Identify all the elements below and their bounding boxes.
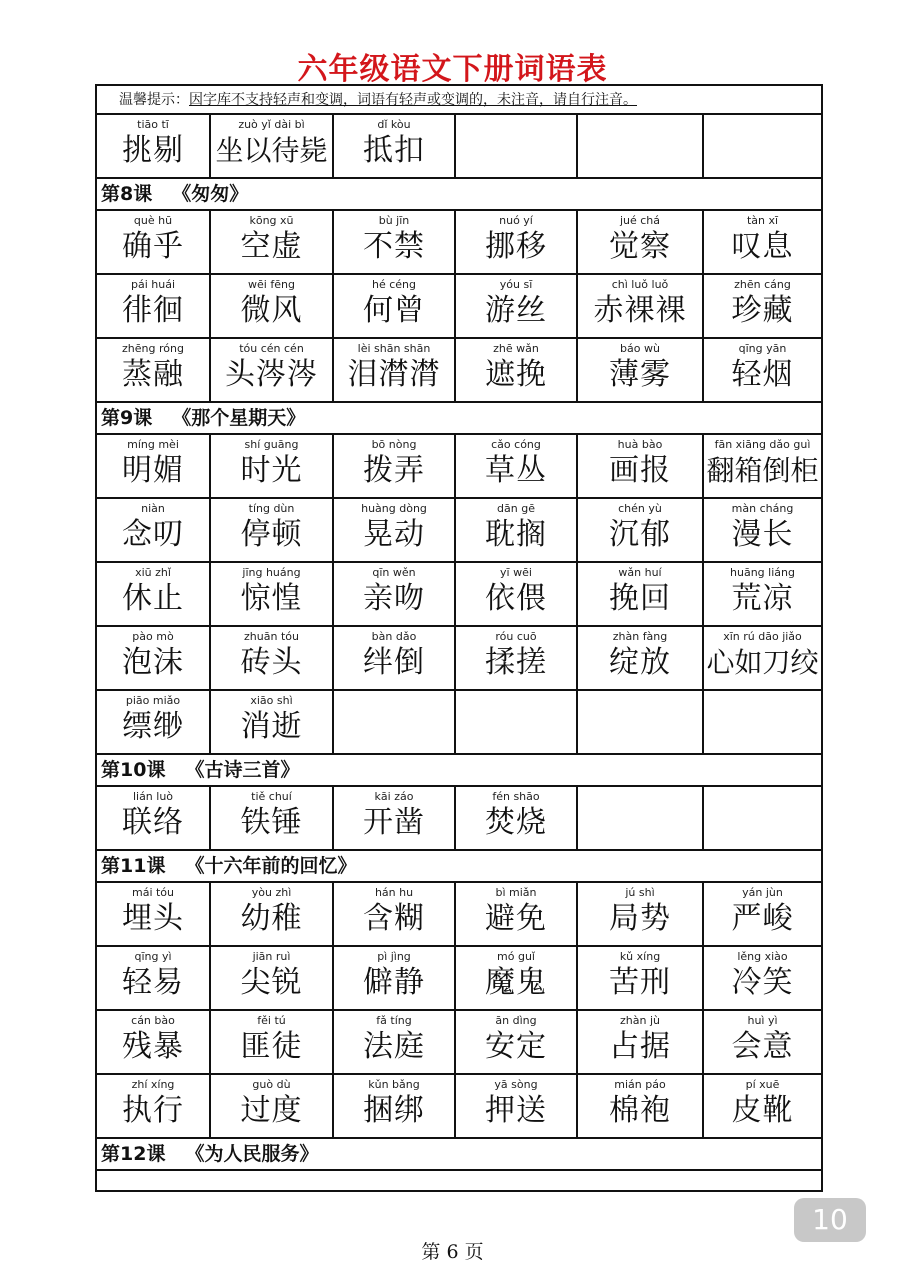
word: 不禁	[363, 229, 425, 264]
pinyin: huà bào	[617, 438, 663, 451]
notice-text: 因字库不支持轻声和变调，词语有轻声或变调的，未注音，请自行注音。	[189, 92, 637, 108]
word: 安定	[485, 1029, 547, 1064]
word: 耽搁	[485, 517, 547, 552]
word: 轻烟	[731, 357, 794, 392]
pinyin: pái huái	[130, 278, 176, 291]
pinyin: bù jīn	[378, 214, 410, 227]
notice-label: 温馨提示：	[119, 92, 189, 108]
word: 押送	[485, 1093, 547, 1128]
word: 占据	[609, 1029, 671, 1064]
pinyin: nuó yí	[499, 214, 533, 227]
word: 抵扣	[363, 133, 425, 168]
empty-cell	[704, 691, 821, 753]
word-cell	[456, 627, 578, 689]
pinyin: bàn dǎo	[371, 630, 417, 643]
word-row	[97, 691, 821, 755]
word-cell	[456, 563, 578, 625]
word-cell	[456, 499, 578, 561]
word-cell	[211, 1011, 334, 1073]
word-cell	[704, 563, 821, 625]
word-cell	[704, 627, 821, 689]
word-cell	[456, 435, 578, 497]
word-cell	[456, 211, 578, 273]
word: 亲吻	[363, 581, 425, 616]
word-cell	[211, 883, 334, 945]
word-cell	[456, 787, 578, 849]
pinyin: kōng xū	[249, 214, 294, 227]
empty-cell	[578, 787, 704, 849]
lesson-number: 第8课	[101, 183, 153, 205]
pinyin: ān dìng	[495, 1014, 537, 1027]
word-cell	[97, 115, 211, 177]
word-cell	[704, 275, 821, 337]
pinyin: tíng dùn	[248, 502, 295, 515]
pinyin: wēi fēng	[248, 278, 295, 291]
pinyin: zhē wǎn	[493, 342, 539, 355]
word: 明媚	[122, 453, 184, 488]
word: 何曾	[363, 293, 425, 328]
word-cell	[334, 499, 456, 561]
word-cell	[704, 1075, 821, 1137]
word-cell	[334, 563, 456, 625]
word: 冷笑	[731, 965, 794, 1000]
word-cell	[704, 339, 821, 401]
empty-cell	[578, 115, 704, 177]
word: 过度	[240, 1093, 303, 1128]
word-cell	[578, 499, 704, 561]
lesson-header	[97, 403, 821, 435]
pinyin: fǎ tíng	[376, 1014, 412, 1027]
word-cell	[334, 115, 456, 177]
word-cell	[578, 883, 704, 945]
word-cell	[334, 275, 456, 337]
lesson-header	[97, 851, 821, 883]
word-row	[97, 1011, 821, 1075]
word-cell	[334, 947, 456, 1009]
word-row	[97, 339, 821, 403]
word: 遮挽	[485, 357, 547, 392]
word-cell	[97, 1011, 211, 1073]
word: 魔鬼	[485, 965, 547, 1000]
pinyin: mái tóu	[131, 886, 175, 899]
word: 心如刀绞	[706, 646, 819, 679]
word-cell	[211, 787, 334, 849]
word-cell	[97, 275, 211, 337]
pinyin: fěi tú	[257, 1014, 286, 1027]
word-cell	[334, 787, 456, 849]
word: 棉袍	[609, 1093, 671, 1128]
word: 晃动	[363, 517, 425, 552]
word-cell	[97, 1075, 211, 1137]
word-cell	[97, 627, 211, 689]
word-row	[97, 435, 821, 499]
pinyin: yā sòng	[494, 1078, 538, 1091]
pinyin: piāo miǎo	[125, 694, 181, 707]
pinyin: yòu zhì	[251, 886, 292, 899]
word: 苦刑	[609, 965, 671, 1000]
word-cell	[211, 435, 334, 497]
word-cell	[334, 627, 456, 689]
word: 珍藏	[731, 293, 794, 328]
word: 皮靴	[731, 1093, 794, 1128]
word: 严峻	[731, 901, 794, 936]
word: 空虚	[240, 229, 303, 264]
word-cell	[211, 691, 334, 753]
pinyin: bì miǎn	[495, 886, 537, 899]
word-cell	[578, 211, 704, 273]
pinyin: tóu cén cén	[239, 342, 304, 355]
pinyin: huàng dòng	[361, 502, 427, 515]
word-cell	[456, 275, 578, 337]
word-cell	[211, 1075, 334, 1137]
word-cell	[704, 499, 821, 561]
word-cell	[211, 115, 334, 177]
pinyin: yóu sī	[499, 278, 533, 291]
word: 会意	[731, 1029, 794, 1064]
lesson-title: 《为人民服务》	[185, 1143, 319, 1165]
pinyin: cán bào	[131, 1014, 175, 1027]
word-cell	[456, 883, 578, 945]
word-cell	[334, 435, 456, 497]
lesson-number: 第12课	[101, 1143, 166, 1165]
empty-cell	[456, 691, 578, 753]
word-cell	[211, 339, 334, 401]
pinyin: zhēn cáng	[734, 278, 791, 291]
word-cell	[704, 947, 821, 1009]
lesson-header	[97, 179, 821, 211]
pinyin: jīng huáng	[242, 566, 301, 579]
pinyin: huì yì	[747, 1014, 778, 1027]
word-cell	[704, 1011, 821, 1073]
word-cell	[578, 1011, 704, 1073]
word: 薄雾	[609, 357, 671, 392]
word-cell	[97, 499, 211, 561]
lesson-number: 第9课	[101, 407, 153, 429]
word-cell	[97, 435, 211, 497]
word-row	[97, 947, 821, 1011]
word-cell	[334, 883, 456, 945]
word: 徘徊	[122, 293, 184, 328]
pinyin: zhí xíng	[131, 1078, 175, 1091]
lesson-number: 第10课	[101, 759, 166, 781]
word-row	[97, 115, 821, 179]
word-cell	[334, 339, 456, 401]
word: 埋头	[122, 901, 184, 936]
word-row	[97, 275, 821, 339]
word-cell	[97, 947, 211, 1009]
word-cell	[456, 339, 578, 401]
pinyin: wǎn huí	[618, 566, 662, 579]
word-cell	[578, 627, 704, 689]
pinyin: zhuān tóu	[244, 630, 299, 643]
word: 觉察	[609, 229, 671, 264]
lesson-header	[97, 1139, 821, 1171]
pinyin: tiāo tī	[137, 118, 169, 131]
word-row	[97, 627, 821, 691]
word: 缥缈	[122, 709, 184, 744]
word-row	[97, 1075, 821, 1139]
pinyin: mó guǐ	[497, 950, 535, 963]
word: 焚烧	[485, 805, 547, 840]
word-cell	[456, 1011, 578, 1073]
word: 沉郁	[609, 517, 671, 552]
pinyin: shí guāng	[244, 438, 299, 451]
word: 绊倒	[363, 645, 425, 680]
pinyin: zhàn jù	[620, 1014, 660, 1027]
word-cell	[578, 275, 704, 337]
word: 开凿	[363, 805, 425, 840]
word-row	[97, 563, 821, 627]
word-cell	[211, 947, 334, 1009]
notice-row	[97, 86, 821, 115]
word: 微风	[240, 293, 303, 328]
word-cell	[578, 1075, 704, 1137]
word: 休止	[122, 581, 184, 616]
pinyin: guò dù	[252, 1078, 291, 1091]
word-cell	[456, 1075, 578, 1137]
pinyin: fān xiāng dǎo guì	[714, 438, 811, 451]
word: 消逝	[240, 709, 303, 744]
word-cell	[578, 435, 704, 497]
word-cell	[211, 627, 334, 689]
empty-cell	[578, 691, 704, 753]
word: 幼稚	[240, 901, 303, 936]
pinyin: jué chá	[619, 214, 661, 227]
word: 执行	[122, 1093, 184, 1128]
word: 捆绑	[363, 1093, 425, 1128]
pinyin: lián luò	[132, 790, 174, 803]
pinyin: xīn rú dāo jiǎo	[723, 630, 802, 643]
word: 游丝	[485, 293, 547, 328]
word-cell	[97, 563, 211, 625]
pinyin: yī wēi	[500, 566, 532, 579]
word-cell	[704, 435, 821, 497]
word-cell	[578, 563, 704, 625]
pinyin: lèi shān shān	[357, 342, 431, 355]
word: 局势	[609, 901, 671, 936]
word-cell	[97, 339, 211, 401]
pinyin: dān gē	[497, 502, 535, 515]
lesson-number: 第11课	[101, 855, 166, 877]
word-cell	[578, 947, 704, 1009]
pinyin: báo wù	[620, 342, 660, 355]
word: 停顿	[240, 517, 303, 552]
word: 叹息	[731, 229, 794, 264]
word: 画报	[609, 453, 671, 488]
pinyin: niàn	[141, 502, 165, 515]
empty-cell	[704, 115, 821, 177]
word-cell	[704, 883, 821, 945]
word: 铁锤	[240, 805, 303, 840]
word: 法庭	[363, 1029, 425, 1064]
pinyin: yán jùn	[742, 886, 783, 899]
word: 泪潸潸	[347, 357, 441, 392]
pinyin: zhēng róng	[122, 342, 184, 355]
empty-cell	[704, 787, 821, 849]
word: 念叨	[122, 517, 184, 552]
word: 僻静	[363, 965, 425, 1000]
pinyin: qīn wěn	[372, 566, 416, 579]
word-cell	[456, 947, 578, 1009]
lesson-title: 《古诗三首》	[185, 759, 300, 781]
word: 荒凉	[731, 581, 794, 616]
pinyin: tàn xī	[746, 214, 779, 227]
word-cell	[578, 339, 704, 401]
empty-cell	[456, 115, 578, 177]
pinyin: huāng liáng	[730, 566, 795, 579]
word: 绽放	[609, 645, 671, 680]
pinyin: kāi záo	[374, 790, 414, 803]
pinyin: qīng yān	[738, 342, 787, 355]
word: 翻箱倒柜	[706, 454, 819, 487]
pinyin: què hū	[133, 214, 173, 227]
lesson-title: 《十六年前的回忆》	[185, 855, 357, 877]
word-cell	[211, 275, 334, 337]
pinyin: róu cuō	[495, 630, 537, 643]
lesson-header	[97, 755, 821, 787]
pinyin: bō nòng	[371, 438, 417, 451]
word-cell	[211, 563, 334, 625]
word: 时光	[240, 453, 303, 488]
word: 尖锐	[240, 965, 303, 1000]
pinyin: pí xuē	[745, 1078, 780, 1091]
word: 拨弄	[363, 453, 425, 488]
pinyin: míng mèi	[127, 438, 179, 451]
pinyin: fén shāo	[492, 790, 540, 803]
pinyin: qīng yì	[134, 950, 172, 963]
page-title: 六年级语文下册词语表	[297, 52, 608, 87]
pinyin: hé céng	[371, 278, 416, 291]
pinyin: jú shì	[625, 886, 655, 899]
pinyin: cǎo cóng	[491, 438, 541, 451]
word: 坐以待毙	[215, 134, 328, 167]
pinyin: pì jìng	[377, 950, 411, 963]
pinyin: zuò yǐ dài bì	[238, 118, 305, 131]
word: 挪移	[485, 229, 547, 264]
pinyin: mián páo	[614, 1078, 666, 1091]
word-cell	[211, 499, 334, 561]
word: 确乎	[122, 229, 184, 264]
pinyin: hán hu	[374, 886, 414, 899]
page-badge: 10	[794, 1198, 866, 1242]
word: 含糊	[363, 901, 425, 936]
word-cell	[97, 691, 211, 753]
pinyin: jiān ruì	[252, 950, 291, 963]
word-cell	[97, 211, 211, 273]
word: 泡沫	[122, 645, 184, 680]
word: 草丛	[485, 453, 547, 488]
word: 揉搓	[485, 645, 547, 680]
lesson-title: 《匆匆》	[172, 183, 249, 205]
word: 依偎	[485, 581, 547, 616]
word: 蒸融	[122, 357, 184, 392]
pinyin: lěng xiào	[737, 950, 788, 963]
word: 联络	[122, 805, 184, 840]
pinyin: chì luǒ luǒ	[611, 278, 669, 291]
pinyin: xiāo shì	[250, 694, 293, 707]
word: 赤裸裸	[593, 293, 687, 328]
word: 轻易	[122, 965, 184, 1000]
pinyin: kǔn bǎng	[368, 1078, 420, 1091]
word-row	[97, 787, 821, 851]
word: 挑剔	[122, 133, 184, 168]
pinyin: pào mò	[132, 630, 174, 643]
word: 惊惶	[240, 581, 303, 616]
word: 挽回	[609, 581, 671, 616]
word-cell	[334, 211, 456, 273]
word: 砖头	[240, 645, 303, 680]
word: 残暴	[122, 1029, 184, 1064]
word-cell	[704, 211, 821, 273]
word-cell	[334, 1075, 456, 1137]
word-row	[97, 499, 821, 563]
word-row	[97, 211, 821, 275]
pinyin: tiě chuí	[251, 790, 292, 803]
word-cell	[97, 787, 211, 849]
word: 漫长	[731, 517, 794, 552]
pinyin: kǔ xíng	[619, 950, 661, 963]
word: 头涔涔	[225, 357, 318, 392]
word-cell	[97, 883, 211, 945]
pinyin: zhàn fàng	[612, 630, 668, 643]
pinyin: màn cháng	[731, 502, 794, 515]
word: 避免	[485, 901, 547, 936]
pinyin: chén yù	[618, 502, 662, 515]
word: 匪徒	[240, 1029, 303, 1064]
pinyin: dǐ kòu	[377, 118, 411, 131]
word-cell	[334, 1011, 456, 1073]
page-number: 第 6 页	[421, 1241, 484, 1263]
word-cell	[211, 211, 334, 273]
lesson-title: 《那个星期天》	[172, 407, 306, 429]
pinyin: xiū zhǐ	[135, 566, 171, 579]
word-row	[97, 883, 821, 947]
empty-cell	[334, 691, 456, 753]
